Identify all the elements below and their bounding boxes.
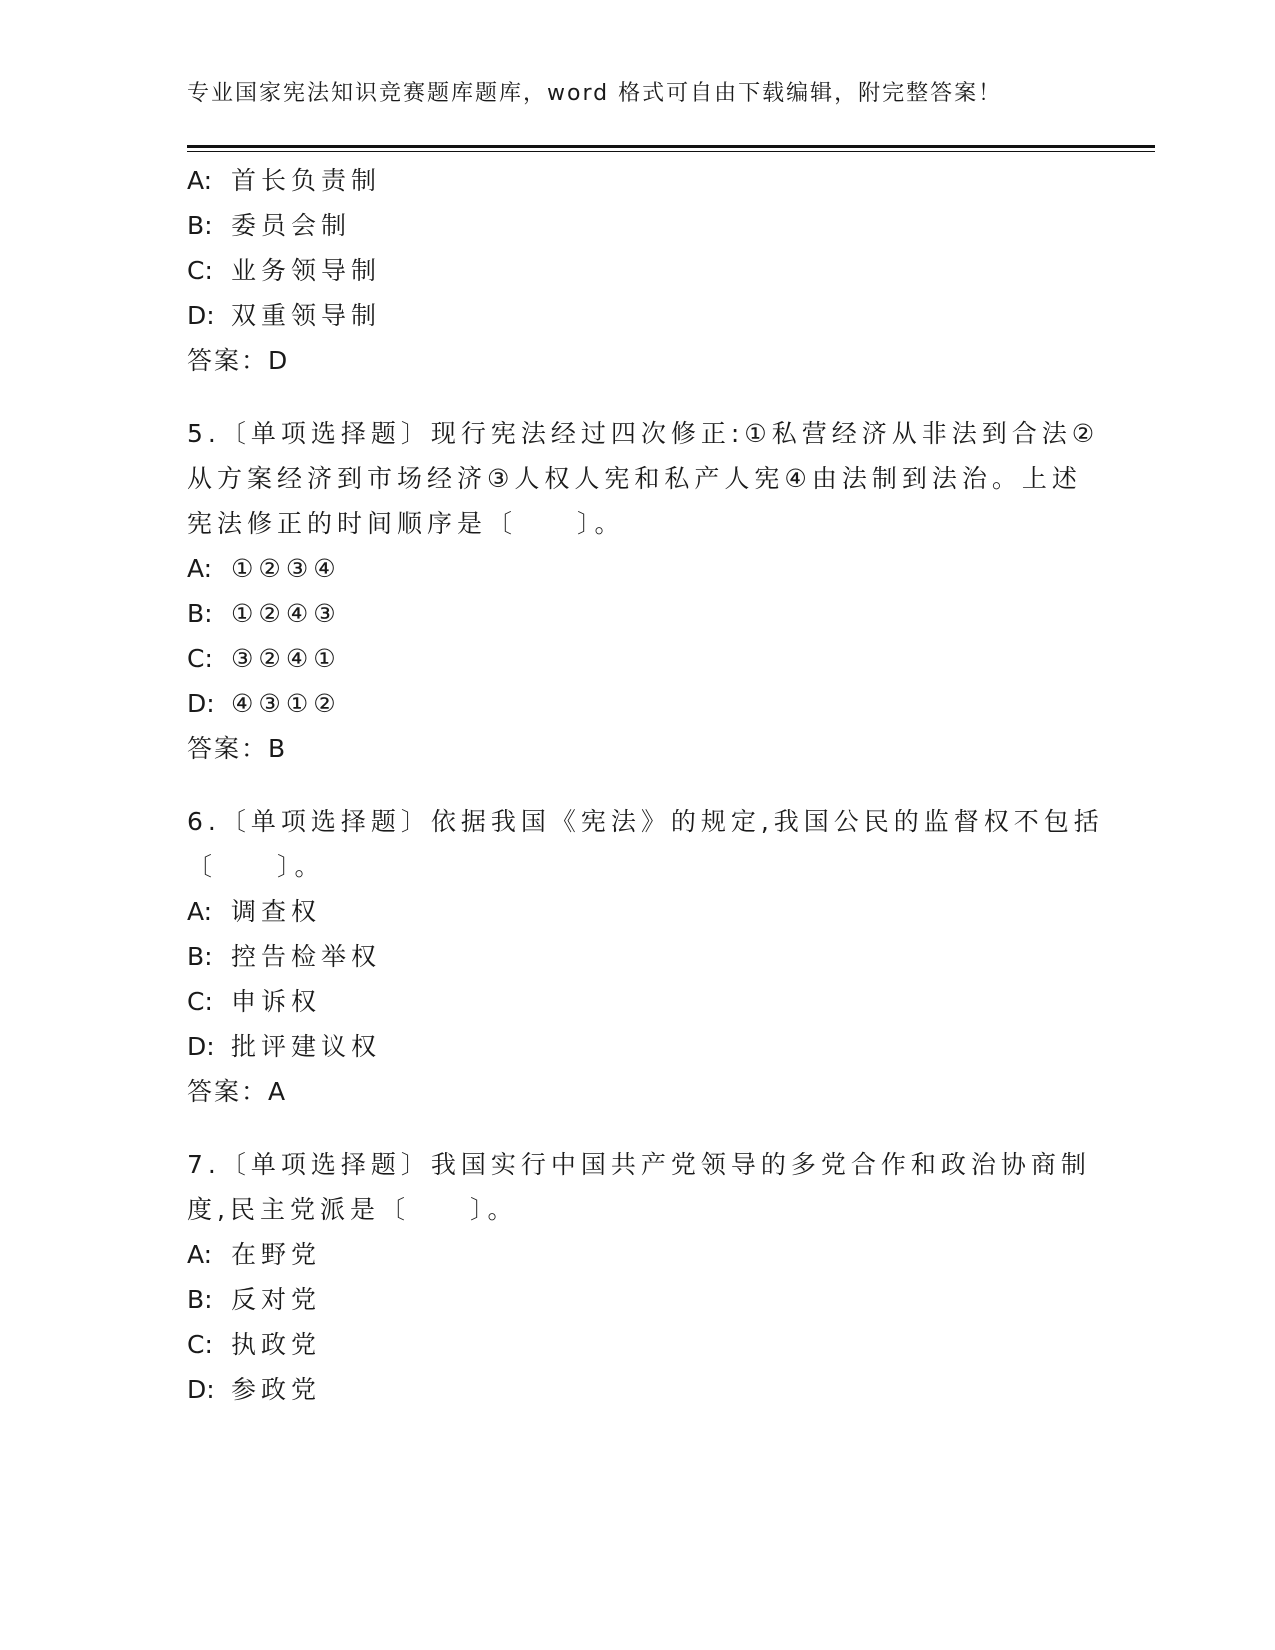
question-7 bbox=[187, 1142, 1091, 1412]
option-c: C: 执政党 bbox=[187, 1330, 322, 1359]
option-a: A: 在野党 bbox=[187, 1240, 322, 1269]
option-d: D: ④③①② bbox=[187, 689, 341, 718]
header-rule-thin bbox=[187, 151, 1155, 152]
answer-line: 答案：A bbox=[187, 1077, 288, 1106]
option-c: C: 业务领导制 bbox=[187, 256, 382, 285]
option-a: A: ①②③④ bbox=[187, 554, 341, 583]
option-c: C: ③②④① bbox=[187, 644, 341, 673]
header-rule-thick bbox=[187, 145, 1155, 148]
spacer bbox=[187, 771, 1087, 799]
question-6 bbox=[187, 799, 1104, 1114]
question-stem-line: 〔 〕。 bbox=[187, 852, 325, 881]
question-stem-line: 宪法修正的时间顺序是〔 〕。 bbox=[187, 509, 625, 538]
option-a: A: 首长负责制 bbox=[187, 166, 382, 195]
option-b: B: 反对党 bbox=[187, 1285, 322, 1314]
question-content bbox=[187, 158, 1104, 1412]
question-stem-line: 5.〔单项选择题〕现行宪法经过四次修正:①私营经济从非法到合法② bbox=[187, 419, 1100, 448]
option-d: D: 双重领导制 bbox=[187, 301, 382, 330]
option-d: D: 参政党 bbox=[187, 1375, 322, 1404]
question-stem-line: 从方案经济到市场经济③人权人宪和私产人宪④由法制到法治。上述 bbox=[187, 464, 1082, 493]
spacer bbox=[187, 1114, 1087, 1142]
question-stem-line: 度,民主党派是〔 〕。 bbox=[187, 1195, 518, 1224]
question-stem-line: 6.〔单项选择题〕依据我国《宪法》的规定,我国公民的监督权不包括 bbox=[187, 807, 1104, 836]
prev-question-options bbox=[187, 158, 1087, 383]
answer-line: 答案：D bbox=[187, 346, 290, 375]
answer-line: 答案：B bbox=[187, 734, 288, 763]
option-b: B: ①②④③ bbox=[187, 599, 341, 628]
spacer bbox=[187, 383, 1087, 411]
option-d: D: 批评建议权 bbox=[187, 1032, 382, 1061]
option-c: C: 申诉权 bbox=[187, 987, 322, 1016]
option-b: B: 委员会制 bbox=[187, 211, 352, 240]
question-5 bbox=[187, 411, 1100, 771]
question-stem-line: 7.〔单项选择题〕我国实行中国共产党领导的多党合作和政治协商制 bbox=[187, 1150, 1091, 1179]
page-header: 专业国家宪法知识竞赛题库题库，word 格式可自由下载编辑，附完整答案！ bbox=[187, 81, 1003, 106]
option-a: A: 调查权 bbox=[187, 897, 322, 926]
option-b: B: 控告检举权 bbox=[187, 942, 382, 971]
